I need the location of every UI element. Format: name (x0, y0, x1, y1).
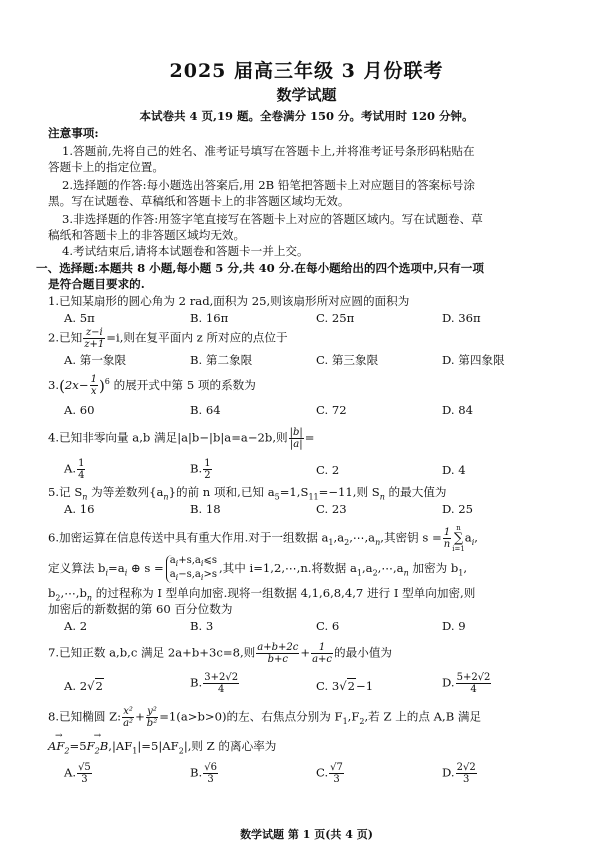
q8-d-fraction (456, 762, 477, 785)
q8-eq: =5 (69, 739, 87, 753)
q5-p5: =−11,则 S (318, 485, 380, 499)
q5-s3: 5 (274, 492, 280, 502)
q8-yd: b² (146, 718, 158, 729)
q8-line-2: → $AF_2=5\to F_2B,|AF_1|=5|AF_2|$,则 Z 的离心率为 (48, 738, 276, 759)
q6-cases: $a_i+s,a_i⩽s$ $a_i-s,a_i>s$ (166, 555, 217, 583)
q7-option-c: C. 3√2−1 (316, 679, 374, 693)
q8-b-num: √6 (204, 762, 217, 773)
q2-option-b: B. 第二象限 (190, 353, 253, 367)
q6-l3b: ,⋯,b (60, 586, 87, 600)
q8-c-fraction (329, 762, 344, 785)
q8-rest2: |=5|AF (137, 739, 179, 753)
q6-sum-top: n (456, 524, 461, 532)
q7-option-d (442, 672, 492, 695)
q8-a-num: √5 (78, 762, 91, 773)
q8-d-den: 3 (462, 774, 470, 785)
q1-option-c: C. 25π (316, 311, 355, 325)
q5-s1: n (82, 492, 88, 502)
q8-a-den: 3 (81, 774, 88, 785)
q6-l1a: 6.加密运算在信息传送中具有重大作用.对于一组数据 a (48, 530, 329, 545)
q7-d1: b+c (267, 654, 288, 665)
q8-c-den: 3 (333, 774, 340, 785)
q7-option-b (190, 672, 240, 695)
q3-option-d: D. 84 (442, 403, 474, 417)
q4-option-a (64, 458, 86, 481)
q8-option-a (64, 762, 93, 785)
q4-num: |b| (289, 427, 303, 438)
q6-case1: a (169, 555, 176, 566)
q4-b-fraction (203, 458, 211, 481)
q1-stem: 1.已知某扇形的圆心角为 2 rad,面积为 25,则该扇形所对应圆的面积为 (48, 294, 410, 308)
q8-y-fraction (146, 706, 158, 729)
q3-option-b: B. 64 (190, 403, 221, 417)
q6-l2g: 加密为 b (408, 561, 459, 575)
q8-line-1: 8.已知椭圆 Z: $\frac{\text{x²}}{\text{a²}}$ + $\frac{\text{y²}}{\text{b²}}$ =1(a>b>0)的左、右焦点分别为 $F_1,F_2$,若 Z 上的点 A,B 满足 (48, 706, 482, 729)
q6-line-2: 定义算法 $b_i=a_i$ ⊕ s = $a_i+s,a_i⩽s$ $a_i-s,a_i>s$ ,其中 i=1,2,⋯,n.将数据 $a_1,a_2,\cdots,a_n$ 加密为 $b_1$, (48, 555, 468, 582)
q3-lparen: ( (59, 376, 65, 395)
q6-l2e: ,a (361, 561, 373, 575)
q8-b-fraction (203, 762, 218, 785)
q8-a-fraction (77, 762, 92, 785)
q4-b-den: 2 (204, 470, 211, 481)
q3-fraction (90, 374, 98, 397)
q2-option-a: A. 第一象限 (64, 353, 127, 367)
notice-line-3: 2.选择题的作答:每小题选出答案后,用 2B 铅笔把答题卡上对应题目的答案标号涂 (62, 178, 475, 192)
q7-fraction-1 (256, 642, 299, 665)
q2-pre: 2.已知 (48, 330, 83, 345)
q8-c-label: C. (316, 765, 329, 780)
q4-den: |a| (289, 439, 303, 450)
q6-line-4: 加密后的新数据的第 60 百分位数为 (48, 602, 233, 616)
q8-v2s: 2 (94, 746, 100, 756)
q7-d-label: D. (442, 675, 455, 690)
q8-option-d (442, 762, 478, 785)
q8-plus: + (135, 709, 145, 724)
q6-option-d: D. 9 (442, 619, 466, 633)
q1-option-a: A. 5π (64, 311, 95, 325)
q1-option-d: D. 36π (442, 311, 481, 325)
q6-l3: b (48, 586, 56, 600)
q6-sum (452, 524, 465, 553)
q8-post2: ,F (347, 709, 360, 724)
q1-option-b: B. 16π (190, 311, 229, 325)
q8-d-num: 2√2 (456, 762, 476, 773)
notice-line-5: 3.非选择题的作答:用签字笔直接写在答题卡上对应的答题区域内。写在试题卷、草 (62, 212, 483, 226)
q4-option-b (190, 458, 213, 481)
section1-line-1: 一、选择题:本题共 8 小题,每小题 5 分,共 40 分.在每小题给出的四个选项中,只有一项 (36, 261, 484, 275)
q7-n1: a+b+2c (257, 642, 299, 653)
q4-stem (48, 427, 315, 450)
q4-a-fraction (77, 458, 85, 481)
q5-p3: }的前 n 项和,已知 a (168, 485, 275, 499)
q5-p6: 的最大值为 (384, 485, 447, 499)
exam-info: 本试卷共 4 页,19 题。全卷满分 150 分。考试用时 120 分钟。 (139, 109, 474, 123)
q3-den: x (90, 386, 97, 398)
q6-option-a: A. 2 (64, 619, 88, 633)
q5-option-a: A. 16 (64, 502, 95, 516)
q8-xn: x² (123, 706, 133, 717)
q3-pre: 3. (48, 377, 60, 392)
q7-a-label: A. 2 (64, 679, 88, 693)
q7-fraction-2 (311, 642, 333, 665)
notice-line-6: 稿纸和答题卡上的非答题区域均无效。 (48, 228, 246, 242)
notice-line-4: 黑。写在试题卷、草稿纸和答题卡上的非答题区域均无效。 (48, 194, 350, 208)
q5-p1: 5.记 S (48, 485, 83, 499)
q5-stem (48, 484, 447, 505)
q8-xd: a² (123, 718, 134, 729)
q8-yn: y² (147, 706, 157, 717)
notice-line-7: 4.考试结束后,请将本试题卷和答题卡一并上交。 (62, 244, 309, 258)
q4-option-c: C. 2 (316, 463, 340, 477)
q6-l2a: 定义算法 b (48, 561, 106, 575)
q3-post: 的展开式中第 5 项的系数为 (109, 377, 256, 392)
q3-stem (48, 374, 256, 397)
q7-d-fraction (456, 672, 492, 695)
q6-line-3: $b_2,\cdots,b_n$ 的过程称为 I 型单向加密.现将一组数据 4,1,6,8,4,7 进行 I 型单向加密,则 (48, 586, 476, 603)
q8-pre: 8.已知椭圆 Z: (48, 709, 122, 724)
q4-fraction (289, 427, 304, 450)
notice-line-1: 1.答题前,先将自己的姓名、准考证号填写在答题卡上,并将准考证号条形码粘贴在 (62, 144, 475, 158)
q7-stem (48, 642, 392, 665)
q8-b-den: 3 (207, 774, 214, 785)
section1-line-2: 是符合题目要求的. (48, 277, 145, 291)
q6-sum-symbol: ∑ (453, 531, 464, 546)
q7-b-label: B. (190, 675, 203, 690)
q4-pre: 4.已知非零向量 a,b 满足|a|b−|b|a=a−2b,则 (48, 430, 288, 445)
q7-d-num: 5+2√2 (456, 672, 491, 683)
q5-option-b: B. 18 (190, 502, 221, 516)
q6-fden: n (443, 539, 451, 550)
q3-lead: 2x− (64, 377, 89, 392)
q6-l1b: ,a (333, 530, 345, 545)
q7-b-num: 3+2√2 (204, 672, 239, 683)
q8-vector-f2b (87, 738, 109, 759)
q6-l2b: =a (108, 561, 125, 575)
exam-subtitle: 数学试题 (276, 86, 337, 104)
q6-l1f: , (474, 530, 478, 545)
q3-rparen: ) (98, 376, 105, 395)
q5-s2: n (163, 492, 169, 502)
q8-option-b (190, 762, 219, 785)
q4-a-num: 1 (78, 458, 85, 469)
q6-option-b: B. 3 (190, 619, 214, 633)
q4-a-label: A. (64, 461, 77, 476)
q3-exponent: 6 (104, 377, 110, 386)
q6-l1e: a (464, 530, 472, 545)
q2-num: z−i (83, 327, 105, 339)
q8-option-c (316, 762, 345, 785)
q3-option-c: C. 72 (316, 403, 347, 417)
q6-case2b: −s,a (178, 569, 201, 580)
q3-option-a: A. 60 (64, 403, 95, 417)
q6-line-1: 6.加密运算在信息传送中具有重大作用.对于一组数据 $a_1,a_2,\cdots,a_n$,其密钥 s = $\frac{1}{n}$ n ∑ $i=1a_i$, (48, 524, 478, 553)
q4-option-d: D. 4 (442, 463, 466, 477)
q7-n2: 1 (311, 642, 333, 654)
q8-post3: ,若 Z 上的点 A,B 满足 (364, 709, 482, 724)
q5-p2: 为等差数列{a (87, 485, 164, 499)
q6-option-c: C. 6 (316, 619, 340, 633)
q7-c-minus: −1 (356, 679, 374, 693)
q6-l2f: ,⋯,a (377, 561, 404, 575)
exam-title: 2025 届高三年级 3 月份联考 (169, 60, 444, 82)
notice-heading: 注意事项: (48, 126, 99, 140)
q8-v1s: 2 (64, 746, 70, 756)
q6-sum-bottom: i=1 (452, 545, 465, 553)
q3-num: 1 (90, 374, 97, 386)
q7-pre: 7.已知正数 a,b,c 满足 2a+b+3c=8,则 (48, 645, 256, 660)
q8-rest: ,|AF (108, 739, 133, 753)
q5-option-c: C. 23 (316, 502, 347, 516)
q7-plus: + (300, 645, 311, 660)
q7-option-a: A. 2√2 (64, 679, 103, 693)
q2-option-c: C. 第三象限 (316, 353, 379, 367)
q8-d-label: D. (442, 765, 455, 780)
q6-l1c: ,⋯,a (349, 530, 376, 545)
q7-d2: a+c (312, 654, 333, 665)
q2-fraction (83, 327, 105, 350)
q8-b-label: B. (190, 765, 203, 780)
q7-c-label: C. 3 (316, 679, 340, 693)
q5-option-d: D. 25 (442, 502, 474, 516)
q8-vector-af2 (48, 738, 70, 759)
q8-a-label: A. (64, 765, 77, 780)
q7-b-fraction (203, 672, 239, 695)
q8-v2: F (86, 739, 95, 753)
q6-fnum: 1 (443, 527, 451, 538)
q6-case2c: >s (203, 569, 217, 580)
q5-p4: =1,S (279, 485, 309, 499)
q4-b-num: 1 (204, 458, 211, 469)
q7-post: 的最小值为 (334, 645, 393, 660)
q8-c-num: √7 (330, 762, 343, 773)
q6-l3c: 的过程称为 I 型单向加密.现将一组数据 4,1,6,8,4,7 进行 I 型单向加密,则 (92, 586, 476, 600)
q6-case1c: ⩽s (203, 555, 217, 566)
q4-a-den: 4 (78, 470, 85, 481)
q2-option-d: D. 第四象限 (442, 353, 505, 367)
q7-c-radicand: 2 (347, 679, 355, 693)
q5-s4: 11 (308, 492, 319, 502)
q6-case1b: +s,a (178, 555, 201, 566)
q6-key-fraction (443, 527, 451, 550)
q6-l2d: ,其中 i=1,2,⋯,n.将数据 a (218, 561, 357, 575)
q2-stem (48, 327, 288, 350)
page-footer: 数学试题 第 1 页(共 4 页) (240, 828, 373, 841)
q8-rest3: |,则 Z 的离心率为 (183, 739, 277, 753)
q5-s5: n (379, 492, 385, 502)
q2-post: =i,则在复平面内 z 所对应的点位于 (106, 330, 288, 345)
q7-a-radicand: 2 (95, 679, 103, 693)
notice-line-2: 答题卡上的指定位置。 (48, 160, 164, 174)
q8-v1: AF (48, 739, 65, 753)
q4-b-label: B. (190, 461, 203, 476)
q7-d-den: 4 (470, 684, 477, 695)
q8-x-fraction (122, 706, 134, 729)
q8-v2b: B (99, 739, 109, 753)
q6-case2: a (169, 569, 176, 580)
q7-b-den: 4 (217, 684, 225, 695)
q8-post: =1(a>b>0)的左、右焦点分别为 F (159, 709, 343, 724)
q2-den: z+1 (84, 339, 105, 350)
q6-l2c: ⊕ s = (127, 561, 164, 575)
q6-l1d: ,其密钥 s = (380, 530, 442, 545)
q6-l2h: , (463, 561, 468, 575)
q4-post: = (304, 430, 315, 445)
